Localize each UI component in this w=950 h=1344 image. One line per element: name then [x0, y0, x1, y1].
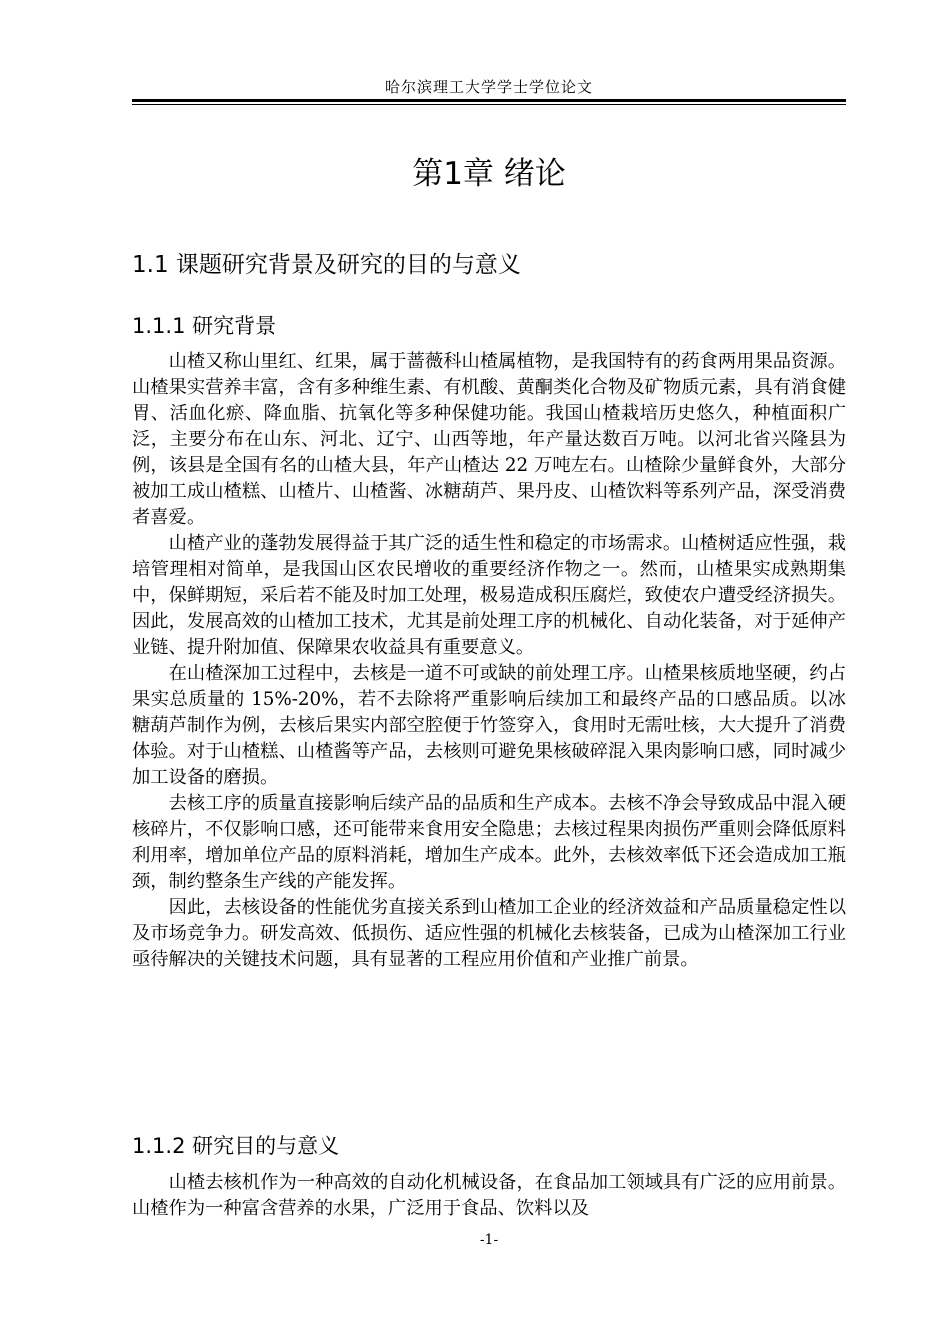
paragraph: 在山楂深加工过程中，去核是一道不可或缺的前处理工序。山楂果核质地坚硬，约占果实总质量的 15%-20%，若不去除将严重影响后续加工和最终产品的口感品质。以冰糖葫芦制作为例，去核后果实内部空腔便于竹签穿入，食用时无需吐核，大大提升了消费体验。对于山楂糕、山楂酱等产品，去核则可避免果核破碎混入果肉影响口感，同时减少加工设备的磨损。: [132, 663, 846, 788]
section-heading-1-1-2: 1.1.2 研究目的与意义: [132, 1134, 340, 1158]
paragraph: 山楂产业的蓬勃发展得益于其广泛的适生性和稳定的市场需求。山楂树适应性强，栽培管理相对简单，是我国山区农民增收的重要经济作物之一。然而，山楂果实成熟期集中，保鲜期短，采后若不能及时加工处理，极易造成积压腐烂，致使农户遭受经济损失。因此，发展高效的山楂加工技术，尤其是前处理工序的机械化、自动化装备，对于延伸产业链、提升附加值、保障果农收益具有重要意义。: [132, 533, 846, 658]
header-rule-thick: [132, 99, 846, 102]
section-1-1-1-body: [132, 349, 846, 973]
paragraph: 山楂去核机作为一种高效的自动化机械设备，在食品加工领域具有广泛的应用前景。山楂作为一种富含营养的水果，广泛用于食品、饮料以及: [132, 1172, 846, 1219]
header-rule-thin: [132, 104, 846, 105]
section-heading-1-1-1: 1.1.1 研究背景: [132, 314, 277, 338]
running-header: 哈尔滨理工大学学士学位论文: [384, 78, 593, 96]
section-heading-1-1: 1.1 课题研究背景及研究的目的与意义: [132, 252, 521, 278]
paragraph: 去核工序的质量直接影响后续产品的品质和生产成本。去核不净会导致成品中混入硬核碎片，不仅影响口感，还可能带来食用安全隐患；去核过程果肉损伤严重则会降低原料利用率，增加单位产品的原料消耗，增加生产成本。此外，去核效率低下还会造成加工瓶颈，制约整条生产线的产能发挥。: [132, 793, 846, 892]
chapter-title: 第1章 绪论: [412, 156, 566, 192]
paragraph: 因此，去核设备的性能优劣直接关系到山楂加工企业的经济效益和产品质量稳定性以及市场竞争力。研发高效、低损伤、适应性强的机械化去核装备，已成为山楂深加工行业亟待解决的关键技术问题，具有显著的工程应用价值和产业推广前景。: [132, 897, 846, 970]
section-1-1-2-body: [132, 1170, 846, 1222]
page-number: -1-: [479, 1232, 499, 1248]
paragraph: 山楂又称山里红、红果，属于蔷薇科山楂属植物，是我国特有的药食两用果品资源。山楂果实营养丰富，含有多种维生素、有机酸、黄酮类化合物及矿物质元素，具有消食健胃、活血化瘀、降血脂、抗氧化等多种保健功能。我国山楂栽培历史悠久，种植面积广泛，主要分布在山东、河北、辽宁、山西等地，年产量达数百万吨。以河北省兴隆县为例，该县是全国有名的山楂大县，年产山楂达 22 万吨左右。山楂除少量鲜食外，大部分被加工成山楂糕、山楂片、山楂酱、冰糖葫芦、果丹皮、山楂饮料等系列产品，深受消费者喜爱。: [132, 351, 846, 528]
